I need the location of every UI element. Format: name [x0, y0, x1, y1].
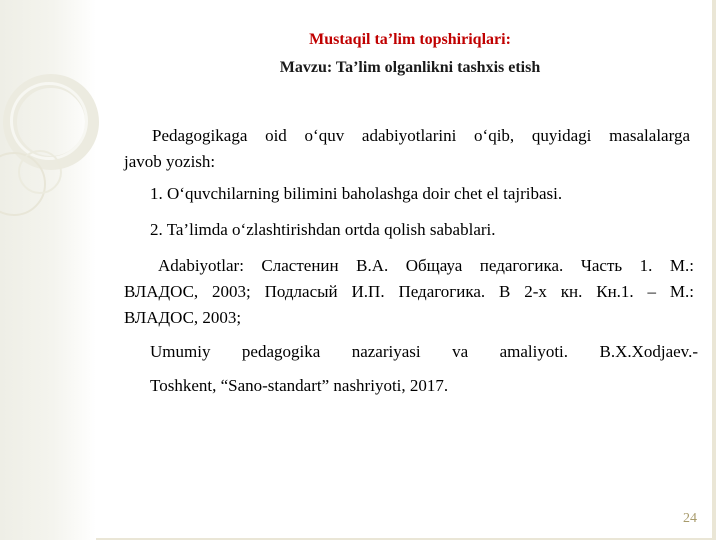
- slide-subtitle: Mavzu: Ta’lim olganlikni tashxis etish: [279, 59, 541, 76]
- literature-line-2: ВЛАДОС, 2003; Подласый И.П. Педагогика. В 2-х кн. Кн.1. – М.:: [124, 282, 694, 301]
- decorative-ring: [10, 82, 88, 160]
- task-item-2: 2. Ta’limda o‘zlashtirishdan ortda qolish sabablari.: [150, 220, 496, 239]
- page-number: 24: [683, 511, 697, 526]
- literature-line-3: ВЛАДОС, 2003;: [124, 308, 242, 327]
- reference-line-1: Umumiy pedagogika nazariyasi va amaliyoti. B.X.Xodjaev.-: [150, 342, 698, 361]
- decorative-ring: [18, 150, 62, 194]
- intro-line-2: javob yozish:: [124, 152, 216, 171]
- reference-line-2: Toshkent, “Sano-standart” nashriyoti, 2017.: [150, 376, 449, 395]
- task-item-1: 1. O‘quvchilarning bilimini baholashga doir chet el tajribasi.: [150, 184, 563, 203]
- literature-line-1: Adabiyotlar: Сластенин В.А. Общауа педагогика. Часть 1. М.:: [158, 256, 694, 275]
- intro-line-1: Pedagogikaga oid o‘quv adabiyotlarini o‘qib, quyidagi masalalarga: [152, 126, 690, 145]
- slide-title: Mustaqil ta’lim topshiriqlari:: [309, 31, 511, 48]
